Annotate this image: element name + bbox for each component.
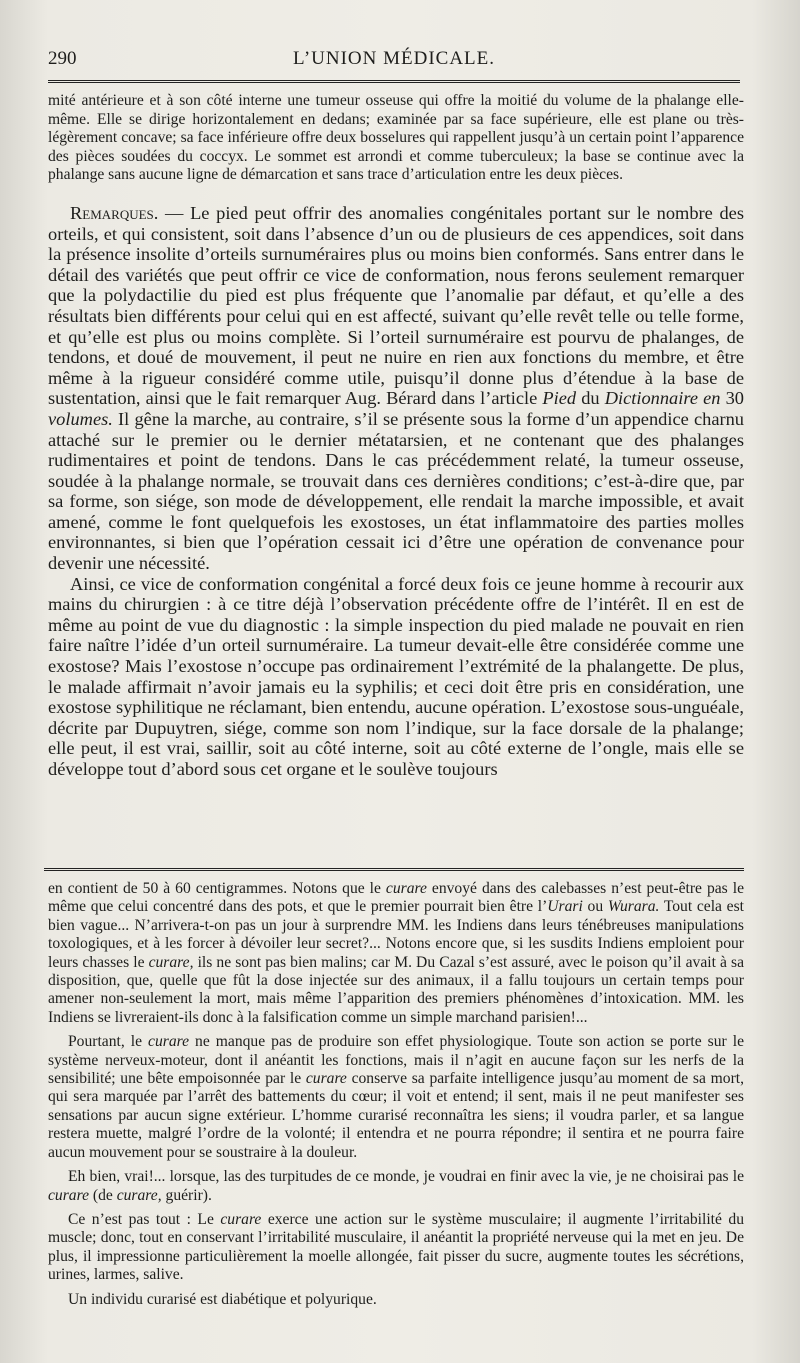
paragraph-gap [48, 185, 744, 203]
fn4-text-a: Ce n’est pas tout : Le [68, 1210, 221, 1228]
fn1-wurara: Wurara. [607, 898, 660, 916]
fn1-text-e: ils ne sont pas bien malins; car M. Du Cazal s’est assuré, avec le poison qu’il avait à sa disposition, que, quelle que fût la dose injectée sur des animaux, il a fallu toujours un certain temps pour amener non-seulement la mort, mais même l’apparition des premiers phénomènes d’intoxication. MM. les Indiens se livreraient-ils donc à la falsification comme un simple marchand parisien!... [48, 953, 744, 1026]
intro-paragraph: mité antérieure et à son côté interne une tumeur osseuse qui offre la moitié du volume de la phalange elle-même. Elle se dirige horizontalement en dedans; examinée par sa face supérieure, elle est plane ou très-légèrement concave; sa face inférieure offre deux bosselures qui rappellent jusqu’à un certain point l’apparence des pièces soudées du coccyx. Le sommet est arrondi et comme tuberculeux; la base se continue avec la phalange sans aucune ligne de démarcation et sans trace d’articulation entre les deux pièces. [48, 92, 744, 184]
main-text [48, 92, 744, 780]
footnote-paragraph-5: Un individu curarisé est diabétique et polyurique. [68, 1290, 377, 1308]
remarks-text-d: Il gêne la marche, au contraire, s’il se présente sous la forme d’un appendice charnu attaché sur le premier ou le dernier métatarsien, et ne contenant que des phalanges rudimentaires et point de tendons. Dans le cas précédemment relaté, la tumeur osseuse, soudée à la phalange normale, se trouvait dans ces dernières conditions; c’est-à-dire que, par sa forme, son siége, son mode de développement, elle rendait la marche impossible, et avait amené, comme le font quelquefois les exostoses, un état inflammatoire des parties molles environnantes, si bien que l’opération cessait ici d’être une opération de convenance pour devenir une nécessité. [48, 408, 744, 574]
remarks-text-c: 30 [720, 388, 744, 409]
fn2-curare-2: curare [305, 1070, 347, 1088]
page-number: 290 [48, 48, 77, 69]
fn1-curare-2: curare, [148, 953, 194, 971]
footnote-paragraph-1 [48, 880, 744, 1027]
footnote-rule [44, 868, 744, 873]
fn2-text-b: ne manque pas de produire son effet physiologique. Toute son action se porte sur le système nerveux-moteur, dont il anéantit les fonctions, mais il n’agit en aucune façon sur les nerfs de la sensibilité; une bête empoisonnée par le [48, 1033, 744, 1088]
fn2-text-a: Pourtant, le [68, 1033, 149, 1051]
footnote-paragraph-4 [48, 1211, 744, 1285]
fn3-text-a: Eh bien, vrai!... lorsque, las des turpitudes de ce monde, je voudrai en finir avec la vie, je ne choisirai pas le [68, 1168, 744, 1186]
fn1-curare: curare [385, 880, 427, 897]
header-rule [48, 80, 740, 85]
fn3-text-c: guérir). [161, 1186, 212, 1204]
page-header [48, 44, 740, 76]
fn3-curare: curare [48, 1186, 89, 1204]
dictionnaire-reference: Dictionnaire en [604, 388, 721, 409]
fn3-curare-2: curare, [116, 1186, 162, 1204]
remarks-text-b: du [576, 388, 605, 409]
remarks-text-a: — Le pied peut offrir des anomalies congénitales portant sur le nombre des orteils, et qui consistent, soit dans l’absence d’un ou de plusieurs de ces appendices, soit dans la présence insolite d’orteils surnuméraires plus ou moins bien conformés. Sans entrer dans le détail des variétés que peut offrir ce vice de conformation, nous ferons seulement remarquer que la polydactilie du pied est plus fréquente que l’anomalie par défaut, et qu’elle a des résultats bien différents pour celui qui en est affecté, suivant qu’elle revêt telle ou telle forme, et qu’elle est plus ou moins complète. Si l’orteil surnuméraire est pourvu de phalanges, de tendons, et doué de mouvement, il peut ne nuire en rien aux fonctions du membre, et être même à la rigueur considéré comme utile, puisqu’il donne plus d’étendue à la base de sustentation, ainsi que le fait remarquer Aug. Bérard dans l’article [48, 202, 744, 409]
footnotes [48, 880, 744, 1315]
remarks-paragraph [48, 203, 744, 574]
fn1-text-d: Tout cela est bien vague... N’arrivera-t-on pas un jour à surprendre MM. les Indiens dans leurs ténébreuses manipulations toxologiques, et à les forcer à dévoiler leur secret?... Notons encore que, si les susdits Indiens emploient pour leurs chasses le [48, 898, 745, 971]
fn2-curare: curare [148, 1033, 190, 1051]
fn2-text-c: conserve sa parfaite intelligence jusqu’au moment de sa mort, qui sera marquée par l’arrêt des battements du cœur; il voit et entend; il sent, mais il ne peut manifester ses sensations par aucun signe extérieur. L’homme curarisé reconnaîtra les siens; il voudra parler, et sa langue restera muette, malgré l’ordre de la volonté; il entendra et ne pourra répondre; il sentira et ne pourra faire aucun mouvement pour se soustraire à la douleur. [48, 1070, 745, 1161]
footnote-paragraph-2 [48, 1033, 744, 1162]
fn4-curare: curare [220, 1210, 262, 1228]
fn1-text-b: envoyé dans des calebasses n’est peut-être pas le même que celui concentré dans des pots, et que le premier pourrait bien être l’ [48, 880, 744, 916]
volumes-reference: volumes. [48, 408, 113, 429]
fn1-urari: Urari [547, 898, 583, 916]
diagnosis-paragraph: Ainsi, ce vice de conformation congénital a forcé deux fois ce jeune homme à recourir aux mains du chirurgien : à ce titre déjà l’observation précédente offre de l’intérêt. Il en est de même au point de vue du diagnostic : la simple inspection du pied malade ne pouvait en rien faire naître l’idée d’un orteil surnuméraire. La tumeur devait-elle être considérée comme une exostose? Mais l’exostose n’occupe pas ordinairement l’extrémité de la phalangette. De plus, le malade affirmait n’avoir jamais eu la syphilis; et ceci doit être pris en considération, une exostose syphilitique ne réclamant, bien entendu, aucune opération. L’exostose sous-unguéale, décrite par Dupuytren, siége, comme son nom l’indique, sur la face dorsale de la phalange; elle peut, il est vrai, saillir, soit au côté interne, soit au côté externe de l’ongle, mais elle se développe tout d’abord sous cet organe et le soulève toujours [48, 573, 744, 779]
footnote-paragraph-3 [48, 1168, 744, 1205]
running-title: L’UNION MÉDICALE. [292, 48, 496, 69]
fn1-text-c: ou [582, 898, 608, 916]
fn1-text-a: en contient de 50 à 60 centigrammes. Notons que le [48, 880, 386, 897]
pied-reference: Pied [542, 388, 577, 409]
fn3-text-b: (de [89, 1186, 117, 1204]
fn4-text-b: exerce une action sur le système musculaire; il augmente l’irritabilité du muscle; donc, tout en conservant l’irritabilité musculaire, il anéantit la propriété nerveuse qui la met en jeu. De plus, il impressionne particulièrement la moelle allongée, fait pisser du sucre, augmente toutes les sécrétions, urines, larmes, salive. [48, 1210, 744, 1284]
remarks-label: Remarques. [70, 202, 159, 223]
